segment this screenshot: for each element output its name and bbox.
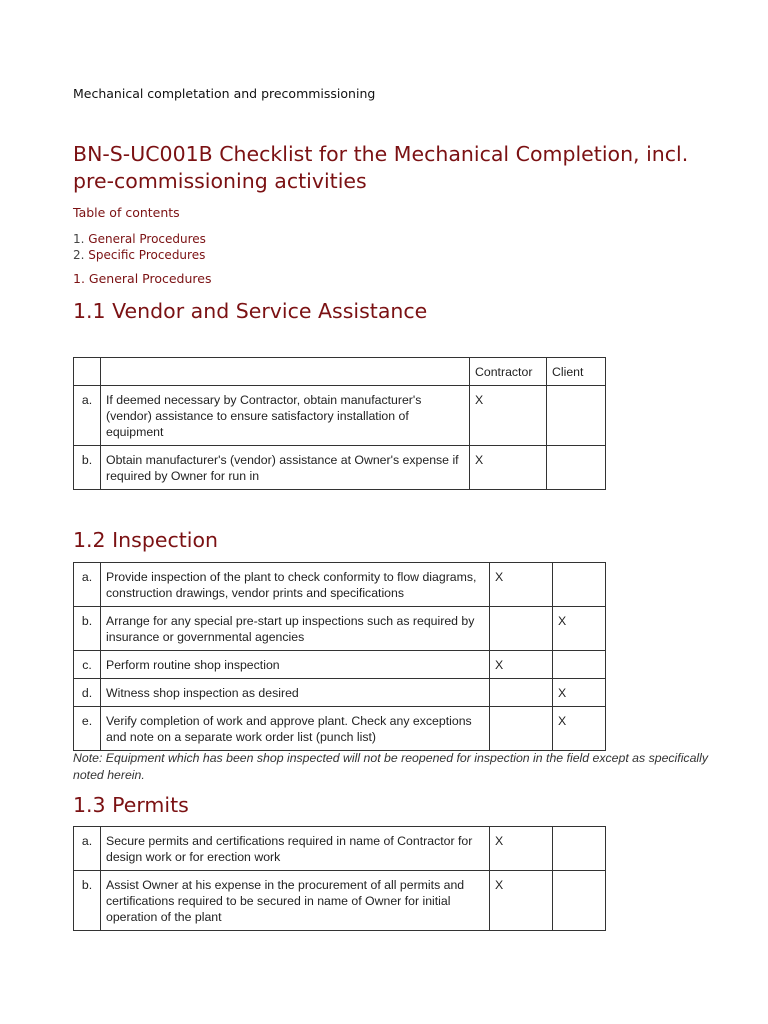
row-index: a. <box>74 386 101 446</box>
table-row <box>74 563 606 607</box>
toc-item-label[interactable]: General Procedures <box>88 232 206 246</box>
subsection-heading-vendor-assistance: 1.1 Vendor and Service Assistance <box>73 299 428 323</box>
row-client-mark <box>547 446 606 490</box>
row-text: Perform routine shop inspection <box>101 651 490 679</box>
column-header-client: Client <box>547 358 606 386</box>
row-contractor-mark: X <box>490 563 553 607</box>
row-index: b. <box>74 607 101 651</box>
row-index: e. <box>74 707 101 751</box>
subsection-heading-permits: 1.3 Permits <box>73 793 189 817</box>
row-index: c. <box>74 651 101 679</box>
row-contractor-mark <box>490 707 553 751</box>
row-client-mark <box>553 651 606 679</box>
document-header: Mechanical completation and precommissioning <box>73 86 376 101</box>
table-row <box>74 871 606 931</box>
permits-table <box>73 826 606 931</box>
row-client-mark <box>553 827 606 871</box>
section-number: 1. <box>73 271 85 286</box>
table-row <box>74 651 606 679</box>
toc-item-number: 2. <box>73 248 85 262</box>
row-contractor-mark: X <box>470 446 547 490</box>
row-client-mark: X <box>553 679 606 707</box>
toc-item[interactable] <box>73 231 206 247</box>
row-text: Arrange for any special pre-start up inspections such as required by insurance or governmental agencies <box>101 607 490 651</box>
row-index: b. <box>74 446 101 490</box>
vendor-assistance-table <box>73 357 606 490</box>
row-text: Obtain manufacturer's (vendor) assistance at Owner's expense if required by Owner for run in <box>101 446 470 490</box>
inspection-note: Note: Equipment which has been shop inspected will not be reopened for inspection in the field except as specifically noted herein. <box>73 751 709 782</box>
row-index: b. <box>74 871 101 931</box>
section-heading-general-procedures <box>73 271 211 286</box>
row-text: Assist Owner at his expense in the procurement of all permits and certifications required to be secured in name of Owner for initial operation of the plant <box>101 871 490 931</box>
table-of-contents <box>73 231 206 263</box>
table-row <box>74 446 606 490</box>
row-client-mark <box>553 563 606 607</box>
toc-item-label[interactable]: Specific Procedures <box>88 248 206 262</box>
row-contractor-mark: X <box>490 651 553 679</box>
row-client-mark <box>547 386 606 446</box>
toc-heading: Table of contents <box>73 205 180 220</box>
row-text: Secure permits and certifications required in name of Contractor for design work or for erection work <box>101 827 490 871</box>
row-text: Provide inspection of the plant to check conformity to flow diagrams, construction drawings, vendor prints and specifications <box>101 563 490 607</box>
row-index: d. <box>74 679 101 707</box>
row-client-mark: X <box>553 607 606 651</box>
row-text: If deemed necessary by Contractor, obtain manufacturer's (vendor) assistance to ensure satisfactory installation of equipment <box>101 386 470 446</box>
table-cell <box>74 358 101 386</box>
row-contractor-mark: X <box>470 386 547 446</box>
column-header-contractor: Contractor <box>470 358 547 386</box>
table-row <box>74 679 606 707</box>
table-cell <box>101 358 470 386</box>
table-row <box>74 707 606 751</box>
row-text: Witness shop inspection as desired <box>101 679 490 707</box>
row-index: a. <box>74 827 101 871</box>
table-row <box>74 386 606 446</box>
row-client-mark: X <box>553 707 606 751</box>
section-label: General Procedures <box>88 271 212 286</box>
row-contractor-mark: X <box>490 871 553 931</box>
table-row <box>74 607 606 651</box>
inspection-table <box>73 562 606 751</box>
toc-item[interactable] <box>73 247 206 263</box>
table-row <box>74 827 606 871</box>
subsection-heading-inspection: 1.2 Inspection <box>73 528 219 552</box>
toc-item-number: 1. <box>73 232 85 246</box>
row-contractor-mark <box>490 607 553 651</box>
document-title: BN-S-UC001B Checklist for the Mechanical Completion, incl. pre-commissioning activities <box>73 142 689 193</box>
row-client-mark <box>553 871 606 931</box>
row-text: Verify completion of work and approve plant. Check any exceptions and note on a separate work order list (punch list) <box>101 707 490 751</box>
table-header-row <box>74 358 606 386</box>
row-contractor-mark <box>490 679 553 707</box>
row-contractor-mark: X <box>490 827 553 871</box>
row-index: a. <box>74 563 101 607</box>
